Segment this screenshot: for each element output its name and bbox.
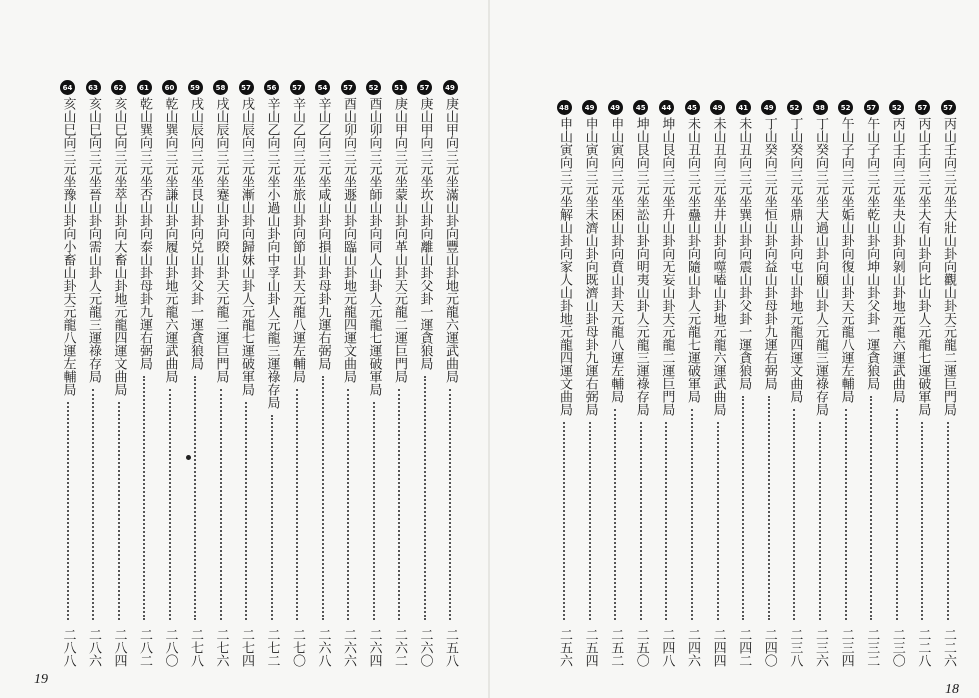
leader-dots — [589, 422, 593, 620]
entry-page-number: 二八八 — [60, 628, 76, 667]
leader-dots — [118, 402, 122, 620]
entry-number-badge: 38 — [813, 100, 828, 115]
entry-page-number: 二七八 — [188, 628, 203, 667]
entry-page-number: 二八〇 — [162, 628, 178, 667]
entry-title: 亥山巳向三元坐豫山卦向小畜山卦天元龍八運左輔局 — [60, 97, 76, 396]
ink-speck — [186, 455, 191, 460]
entry-title: 未山丑向三元坐蠱山卦向隨山卦人元龍七運破軍局 — [685, 117, 700, 403]
toc-entry — [631, 100, 651, 416]
toc-entry — [708, 100, 728, 416]
leader-dots — [169, 389, 173, 620]
entry-title: 坤山艮向三元坐訟山卦向明夷山卦人元龍三運祿存局 — [633, 117, 649, 416]
toc-entry — [262, 80, 282, 409]
entry-title: 丁山癸向三元坐鼎山卦向屯山卦地元龍四運文曲局 — [787, 117, 803, 403]
right-page — [490, 0, 979, 698]
leader-dots — [92, 389, 96, 620]
entry-page-number: 二四六 — [685, 628, 700, 667]
leader-dots — [143, 376, 147, 620]
page-folio-number: 18 — [945, 682, 959, 697]
entry-title: 戌山辰向三元坐漸山卦向歸妹山卦人元龍七運破軍局 — [239, 97, 254, 396]
entry-page-number: 二五二 — [608, 628, 624, 667]
entry-title: 申山寅向三元坐困山卦向賁山卦天元龍八運左輔局 — [608, 117, 624, 403]
entry-page-number: 二四二 — [736, 628, 752, 667]
toc-entry — [810, 100, 830, 416]
toc-entry — [338, 80, 358, 383]
entry-page-number: 二五八 — [443, 628, 458, 667]
entry-number-badge: 64 — [60, 80, 75, 95]
entry-page-number: 二七二 — [264, 628, 280, 667]
leader-dots — [194, 376, 198, 620]
entry-number-badge: 51 — [392, 80, 407, 95]
leader-dots — [563, 422, 567, 620]
leader-dots — [398, 389, 402, 620]
toc-entry — [83, 80, 103, 383]
entry-title: 未山丑向三元坐井山卦向噬嗑山卦地元龍六運武曲局 — [710, 117, 726, 416]
entry-page-number: 二四〇 — [761, 628, 777, 667]
toc-entry — [580, 100, 600, 416]
toc-entry — [109, 80, 129, 396]
leader-dots — [819, 422, 823, 620]
toc-entry — [605, 100, 625, 403]
entry-number-badge: 45 — [685, 100, 700, 115]
entry-page-number: 二二六 — [941, 628, 956, 667]
entry-page-number: 二三六 — [813, 628, 828, 667]
toc-entry — [185, 80, 205, 370]
entry-number-badge: 60 — [162, 80, 177, 95]
leader-dots — [271, 415, 275, 620]
leader-dots — [424, 376, 428, 620]
toc-entry — [160, 80, 180, 383]
leader-dots — [742, 396, 746, 620]
entry-page-number: 二六〇 — [417, 628, 433, 667]
toc-entry — [134, 80, 154, 370]
entry-number-badge: 57 — [290, 80, 305, 95]
leader-dots — [245, 402, 249, 620]
entry-title: 庚山甲向三元坐坎山卦向離山卦父卦一運貪狼局 — [417, 97, 433, 370]
entry-title: 辛山乙向三元坐旅山卦向節山卦天元龍八運左輔局 — [290, 97, 305, 383]
entry-page-number: 二三二 — [864, 628, 880, 667]
entry-page-number: 二五六 — [557, 628, 572, 667]
entry-title: 酉山卯向三元坐遯山卦向臨山卦地元龍四運文曲局 — [341, 97, 356, 383]
toc-entry — [784, 100, 804, 403]
entry-page-number: 二四四 — [710, 628, 726, 667]
toc-entry — [554, 100, 574, 416]
entry-number-badge: 57 — [417, 80, 432, 95]
leader-dots — [921, 422, 925, 620]
entry-number-badge: 49 — [443, 80, 458, 95]
toc-entry — [211, 80, 231, 383]
entry-page-number: 二二八 — [915, 628, 931, 667]
leader-dots — [322, 376, 326, 620]
entry-number-badge: 57 — [941, 100, 956, 115]
entry-number-badge: 52 — [889, 100, 904, 115]
toc-entry — [759, 100, 779, 390]
entry-title: 庚山甲向三元坐蒙山卦向革山卦天元龍二運巨門局 — [392, 97, 407, 383]
entry-title: 丙山壬向三元坐大壯山卦向觀山卦天元龍二運巨門局 — [941, 117, 956, 416]
leader-dots — [67, 402, 71, 620]
entry-title: 未山丑向三元坐巽山卦向震山卦父卦一運貪狼局 — [736, 117, 752, 390]
toc-entry — [287, 80, 307, 383]
entry-page-number: 二三〇 — [889, 628, 905, 667]
entry-title: 乾山巽向三元坐謙山卦向履山卦地元龍六運武曲局 — [162, 97, 178, 383]
page-folio-number: 19 — [34, 672, 48, 687]
entry-title: 庚山甲向三元坐滿山卦向豐山卦地元龍六運武曲局 — [443, 97, 458, 383]
leader-dots — [220, 389, 224, 620]
entry-number-badge: 52 — [838, 100, 853, 115]
entry-title: 亥山巳向三元坐晉山卦向需山卦人元龍三運祿存局 — [86, 97, 101, 383]
leader-dots — [896, 409, 900, 620]
entry-number-badge: 48 — [557, 100, 572, 115]
toc-entry — [656, 100, 676, 416]
entry-title: 戌山辰向三元坐蹇山卦向睽山卦天元龍二運巨門局 — [213, 97, 229, 383]
entry-number-badge: 57 — [864, 100, 879, 115]
entry-page-number: 二六八 — [315, 628, 331, 667]
entry-number-badge: 61 — [137, 80, 152, 95]
entry-title: 午山子向三元坐乾山卦向坤山卦父卦一運貪狼局 — [864, 117, 880, 390]
toc-entry — [836, 100, 856, 403]
entry-number-badge: 54 — [315, 80, 330, 95]
entry-number-badge: 57 — [915, 100, 930, 115]
entry-page-number: 二六四 — [366, 628, 382, 667]
entry-title: 乾山巽向三元坐否山卦向泰山卦母卦九運右弼局 — [137, 97, 152, 370]
entry-page-number: 二八四 — [111, 628, 127, 667]
entry-number-badge: 49 — [608, 100, 623, 115]
entry-title: 坤山艮向三元坐升山卦向无妄山卦天元龍二運巨門局 — [659, 117, 675, 416]
entry-title: 午山子向三元坐姤山卦向復山卦天元龍八運左輔局 — [838, 117, 854, 403]
toc-entry — [912, 100, 932, 416]
entry-number-badge: 49 — [761, 100, 776, 115]
entry-title: 辛山乙向三元坐咸山卦向損山卦母卦九運右弼局 — [315, 97, 331, 370]
toc-entry — [58, 80, 78, 396]
entry-number-badge: 52 — [787, 100, 802, 115]
entry-title: 申山寅向三元坐未濟山卦向既濟山卦母卦九運右弼局 — [582, 117, 598, 416]
leader-dots — [768, 396, 772, 620]
entry-title: 酉山卯向三元坐師山卦向同人山卦人元龍七運破軍局 — [366, 97, 382, 396]
entry-number-badge: 49 — [582, 100, 597, 115]
entry-number-badge: 41 — [736, 100, 751, 115]
entry-number-badge: 56 — [264, 80, 279, 95]
leader-dots — [665, 422, 669, 620]
toc-entry — [389, 80, 409, 383]
toc-entry — [861, 100, 881, 390]
toc-entry — [364, 80, 384, 396]
toc-entry — [938, 100, 958, 416]
entry-page-number: 二五四 — [582, 628, 598, 667]
entry-title: 亥山巳向三元坐萃山卦向大畜山卦地元龍四運文曲局 — [111, 97, 127, 396]
leader-dots — [845, 409, 849, 620]
toc-entry — [236, 80, 256, 396]
entry-page-number: 二三四 — [838, 628, 854, 667]
leader-dots — [947, 422, 951, 620]
entry-title: 戌山辰向三元坐艮山卦向兑山卦父卦一運貪狼局 — [188, 97, 203, 370]
leader-dots — [449, 389, 453, 620]
entry-number-badge: 44 — [659, 100, 674, 115]
toc-entry — [415, 80, 435, 370]
leader-dots — [717, 422, 721, 620]
toc-entry — [733, 100, 753, 390]
leader-dots — [614, 409, 618, 620]
entry-number-badge: 62 — [111, 80, 126, 95]
leader-dots — [640, 422, 644, 620]
entry-title: 辛山乙向三元坐小過山卦向中孚山卦人元龍三運祿存局 — [264, 97, 280, 409]
entry-title: 丁山癸向三元坐大過山卦向頤山卦人元龍三運祿存局 — [813, 117, 828, 416]
entry-page-number: 二五〇 — [633, 628, 649, 667]
entry-page-number: 二七四 — [239, 628, 254, 667]
entry-page-number: 二八六 — [86, 628, 101, 667]
entry-page-number: 二四八 — [659, 628, 675, 667]
entry-title: 丙山壬向三元坐夬山卦向剝山卦地元龍六運武曲局 — [889, 117, 905, 403]
entry-title: 丙山壬向三元坐大有山卦向比山卦人元龍七運破軍局 — [915, 117, 931, 416]
entry-title: 丁山癸向三元坐恒山卦向益山卦母卦九運右弼局 — [761, 117, 777, 390]
toc-entry — [682, 100, 702, 403]
entry-number-badge: 59 — [188, 80, 203, 95]
entry-number-badge: 45 — [633, 100, 648, 115]
toc-entry — [887, 100, 907, 403]
toc-entry — [313, 80, 333, 370]
entry-page-number: 二八二 — [137, 628, 152, 667]
entry-number-badge: 52 — [366, 80, 381, 95]
entry-page-number: 二六六 — [341, 628, 356, 667]
entry-number-badge: 58 — [213, 80, 228, 95]
entry-number-badge: 57 — [341, 80, 356, 95]
entry-number-badge: 63 — [86, 80, 101, 95]
entry-title: 申山寅向三元坐解山卦向家人山卦地元龍四運文曲局 — [557, 117, 572, 416]
entry-page-number: 二七六 — [213, 628, 229, 667]
leader-dots — [793, 409, 797, 620]
entry-page-number: 二七〇 — [290, 628, 305, 667]
leader-dots — [870, 396, 874, 620]
toc-entry — [440, 80, 460, 383]
entry-page-number: 二三八 — [787, 628, 803, 667]
leader-dots — [691, 409, 695, 620]
leader-dots — [373, 402, 377, 620]
leader-dots — [347, 389, 351, 620]
entry-number-badge: 49 — [710, 100, 725, 115]
leader-dots — [296, 389, 300, 620]
entry-page-number: 二六二 — [392, 628, 407, 667]
entry-number-badge: 57 — [239, 80, 254, 95]
